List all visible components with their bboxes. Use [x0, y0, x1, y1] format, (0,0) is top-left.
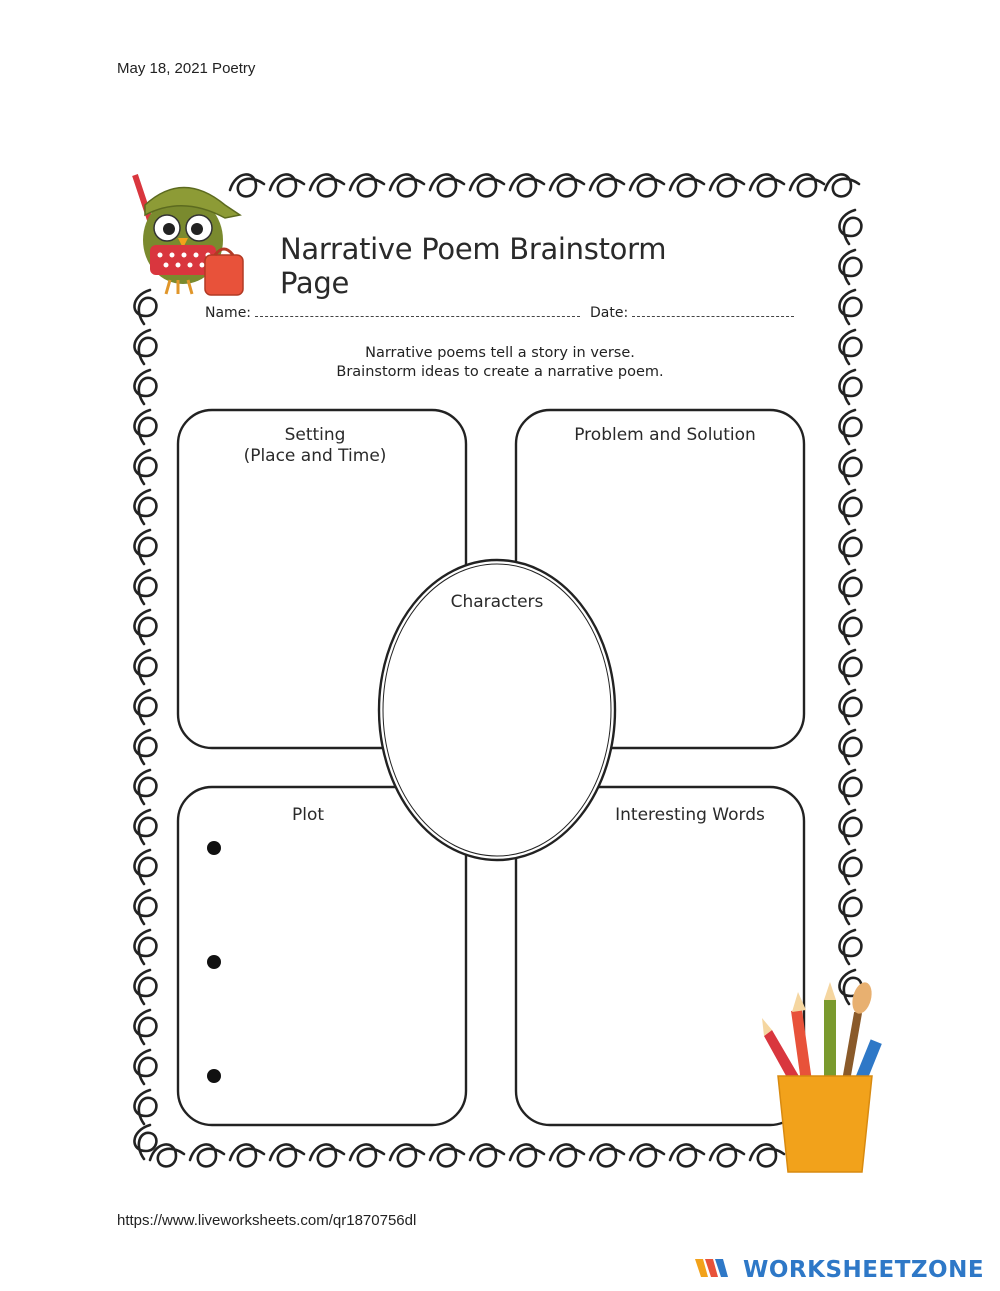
- intro-text: [260, 344, 740, 382]
- plot-label: Plot: [291, 805, 325, 825]
- interesting-words-label: Interesting Words: [615, 805, 765, 825]
- setting-label: [190, 425, 440, 467]
- problem-solution-label: Problem and Solution: [574, 425, 756, 445]
- bottom-border-loops: [150, 1144, 784, 1166]
- setting-label-line-1: Setting: [284, 425, 346, 445]
- setting-label-line-2: (Place and Time): [243, 446, 387, 466]
- characters-label: Characters: [450, 592, 544, 612]
- left-border-loops: [134, 290, 156, 1159]
- intro-line-2: Brainstorm ideas to create a narrative poem.: [336, 364, 664, 380]
- date-field[interactable]: [590, 305, 794, 321]
- worksheet-title: Narrative Poem Brainstorm Page: [280, 232, 667, 300]
- intro-line-1: Narrative poems tell a story in verse.: [365, 345, 635, 361]
- brand-name: WORKSHEETZONE: [743, 1257, 985, 1283]
- plot-box: [178, 787, 466, 1125]
- owl-mascot-icon: [135, 175, 243, 295]
- date-line[interactable]: [632, 306, 794, 317]
- plot-bullet: [207, 841, 221, 855]
- name-label: Name:: [205, 305, 252, 321]
- footer-url[interactable]: https://www.liveworksheets.com/qr1870756dl: [117, 1212, 417, 1229]
- right-border-loops: [839, 210, 861, 1004]
- top-border-loops: [230, 174, 859, 196]
- name-field[interactable]: [205, 305, 580, 321]
- name-line[interactable]: [255, 306, 580, 317]
- date-label: Date:: [590, 305, 629, 321]
- page-header: May 18, 2021 Poetry: [117, 60, 256, 77]
- worksheetzone-logo-icon: [693, 1255, 733, 1285]
- brand-logo: [693, 1255, 984, 1285]
- plot-bullet: [207, 1069, 221, 1083]
- plot-bullet: [207, 955, 221, 969]
